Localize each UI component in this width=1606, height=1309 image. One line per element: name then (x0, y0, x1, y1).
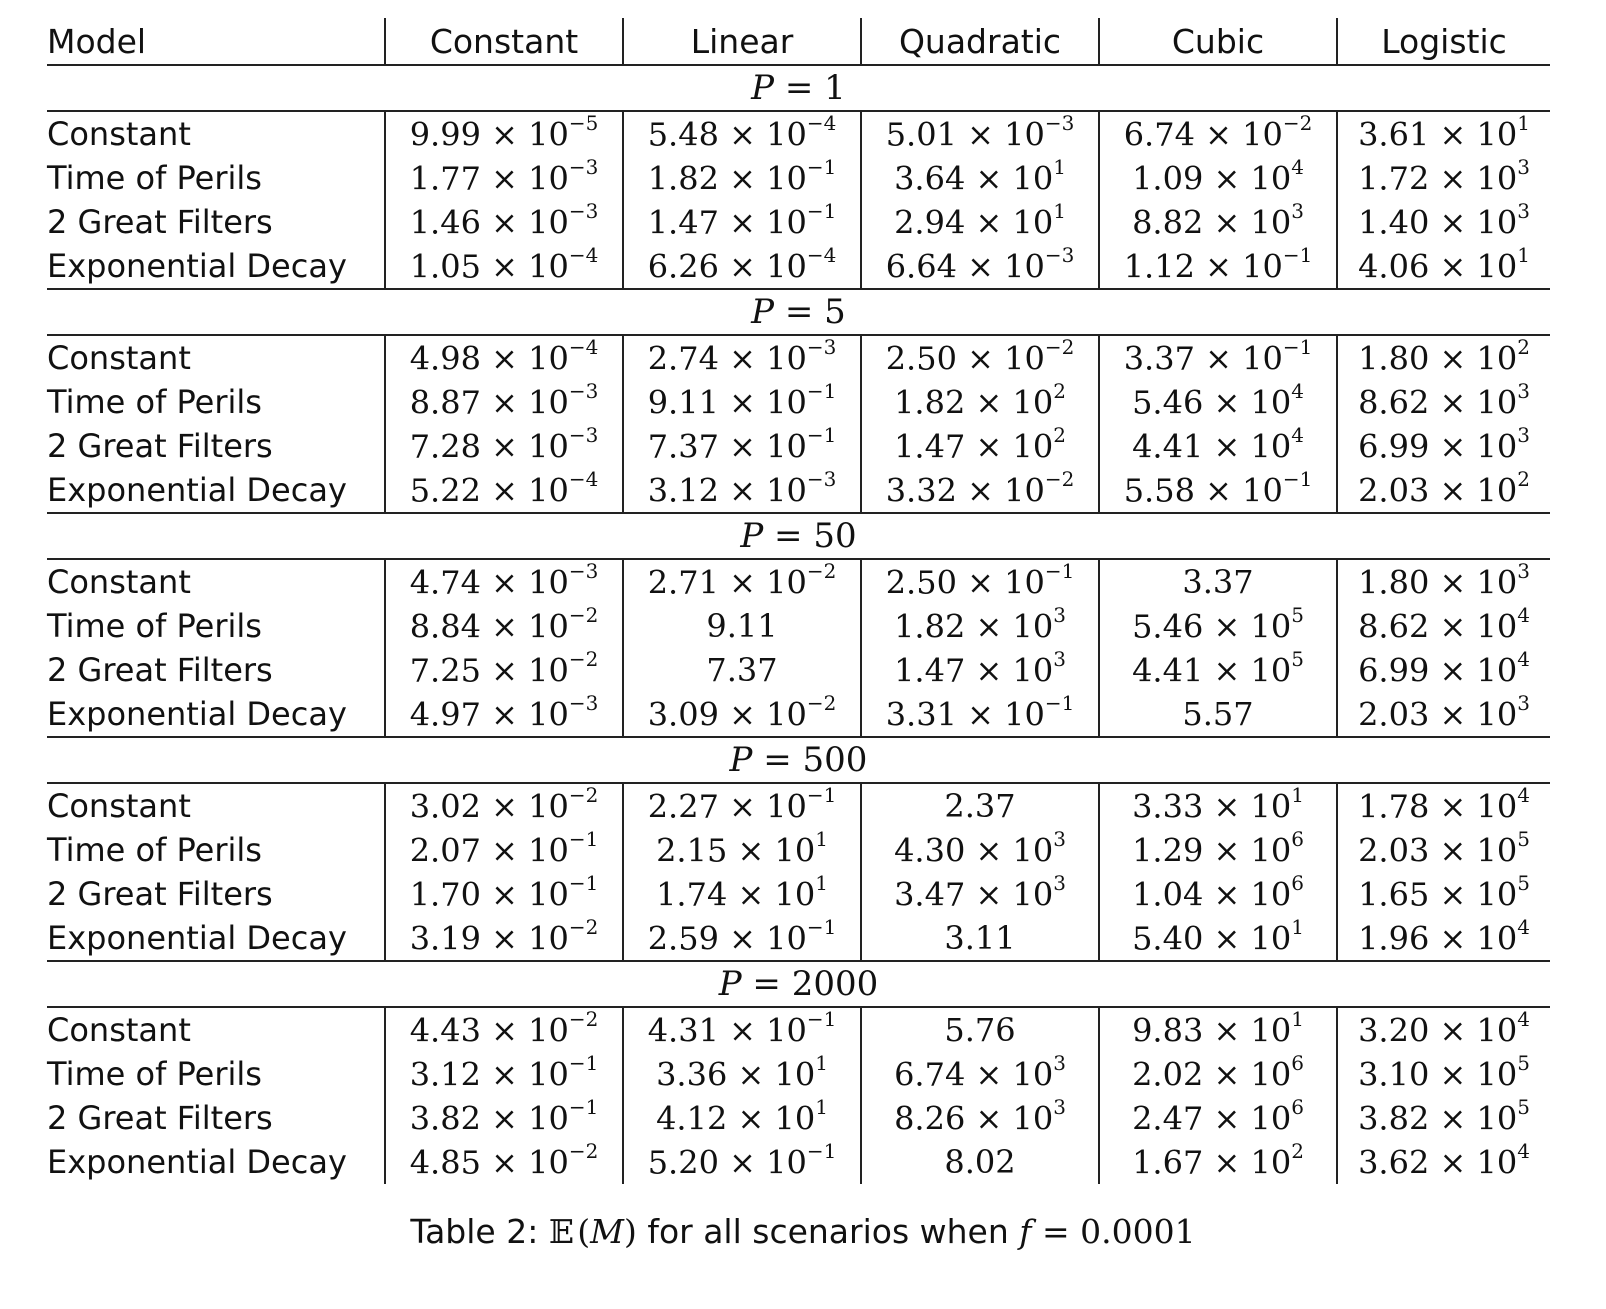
table-row (47, 872, 1550, 916)
value-cell: $9.11 \times 10^{-1}$ (623, 380, 861, 424)
model-name-cell: Constant (47, 1011, 191, 1049)
column-header-constant: Constant (385, 18, 623, 65)
value-cell: $3.09 \times 10^{-2}$ (623, 692, 861, 737)
section-header-row (47, 737, 1550, 783)
value-cell: $5.40 \times 10^1$ (1099, 916, 1337, 961)
value-cell: $3.02 \times 10^{-2}$ (385, 783, 623, 828)
value-cell: 7.37 (623, 648, 861, 692)
model-name-cell: Exponential Decay (47, 916, 385, 961)
model-name-cell: 2 Great Filters (47, 875, 273, 913)
model-name-cell: Constant (47, 787, 191, 825)
model-name-cell: Constant (47, 563, 191, 601)
caption-f-value: 0.0001 (1080, 1212, 1196, 1251)
table-row (47, 424, 1550, 468)
value-cell: $1.82 \times 10^3$ (861, 604, 1099, 648)
table-row (47, 828, 1550, 872)
model-name-cell: 2 Great Filters (47, 651, 273, 689)
value-cell: $6.26 \times 10^{-4}$ (623, 244, 861, 289)
table-row (47, 111, 1550, 156)
value-cell: 9.11 (623, 604, 861, 648)
model-name-cell: Exponential Decay (47, 692, 385, 737)
model-name-cell: Time of Perils (47, 383, 262, 421)
value-cell: $2.74 \times 10^{-3}$ (623, 335, 861, 380)
value-cell: $2.71 \times 10^{-2}$ (623, 559, 861, 604)
model-name-cell: Time of Perils (47, 607, 262, 645)
table-row (47, 1052, 1550, 1096)
value-cell: $4.43 \times 10^{-2}$ (385, 1007, 623, 1052)
table-row (47, 783, 1550, 828)
table-row (47, 1140, 1550, 1184)
value-cell: $3.12 \times 10^{-1}$ (385, 1052, 623, 1096)
value-cell: $2.03 \times 10^2$ (1337, 468, 1550, 513)
value-cell: $3.61 \times 10^1$ (1337, 111, 1550, 156)
value-cell: $1.80 \times 10^3$ (1337, 559, 1550, 604)
section-header-row (47, 289, 1550, 335)
value-cell: 3.37 (1099, 559, 1337, 604)
section-header-row (47, 961, 1550, 1007)
value-cell: $3.12 \times 10^{-3}$ (623, 468, 861, 513)
value-cell: $1.47 \times 10^{-1}$ (623, 200, 861, 244)
model-name-cell: 2 Great Filters (47, 1099, 273, 1137)
section-title: P = 1 (47, 65, 1550, 111)
value-cell: $3.31 \times 10^{-1}$ (861, 692, 1099, 737)
value-cell: $1.47 \times 10^2$ (861, 424, 1099, 468)
table-row (47, 1007, 1550, 1052)
caption-label: Table 2: (410, 1212, 539, 1251)
section-parameter-name: P (740, 516, 764, 556)
value-cell: $1.29 \times 10^6$ (1099, 828, 1337, 872)
table-row (47, 604, 1550, 648)
value-cell: $6.99 \times 10^4$ (1337, 648, 1550, 692)
value-cell: 5.57 (1099, 692, 1337, 737)
value-cell: 8.02 (861, 1140, 1099, 1184)
value-cell: $1.96 \times 10^4$ (1337, 916, 1550, 961)
value-cell: $2.50 \times 10^{-1}$ (861, 559, 1099, 604)
model-name-cell: Exponential Decay (47, 1143, 347, 1181)
value-cell: $2.15 \times 10^1$ (623, 828, 861, 872)
column-header-linear: Linear (623, 18, 861, 65)
value-cell: $4.31 \times 10^{-1}$ (623, 1007, 861, 1052)
table-row (47, 156, 1550, 200)
value-cell: $5.46 \times 10^5$ (1099, 604, 1337, 648)
value-cell: $7.28 \times 10^{-3}$ (385, 424, 623, 468)
model-name-cell: Constant (47, 339, 191, 377)
value-cell: $1.72 \times 10^3$ (1337, 156, 1550, 200)
value-cell: $6.74 \times 10^3$ (861, 1052, 1099, 1096)
column-header-logistic: Logistic (1337, 18, 1550, 65)
value-cell: $1.40 \times 10^3$ (1337, 200, 1550, 244)
section-parameter-value: 50 (813, 516, 857, 556)
value-cell: $1.65 \times 10^5$ (1337, 872, 1550, 916)
value-cell: $1.82 \times 10^{-1}$ (623, 156, 861, 200)
value-cell: $6.99 \times 10^3$ (1337, 424, 1550, 468)
value-cell: $1.77 \times 10^{-3}$ (385, 156, 623, 200)
column-header-quadratic: Quadratic (861, 18, 1099, 65)
value-cell: $5.48 \times 10^{-4}$ (623, 111, 861, 156)
value-cell: $2.03 \times 10^5$ (1337, 828, 1550, 872)
table-row (47, 244, 1550, 289)
section-parameter-value: 2000 (791, 964, 879, 1004)
section-title: P = 2000 (47, 961, 1550, 1007)
table-row (47, 692, 1550, 737)
value-cell: $3.62 \times 10^4$ (1337, 1140, 1550, 1184)
header-row (47, 18, 1550, 65)
value-cell: $2.27 \times 10^{-1}$ (623, 783, 861, 828)
table-row (47, 380, 1550, 424)
value-cell: $4.12 \times 10^1$ (623, 1096, 861, 1140)
table-caption: Table 2: 𝔼 (M) for all scenarios when f = 0.0001 (410, 1212, 1196, 1251)
value-cell: $6.64 \times 10^{-3}$ (861, 244, 1099, 289)
value-cell: $5.58 \times 10^{-1}$ (1099, 468, 1337, 513)
value-cell: $7.37 \times 10^{-1}$ (623, 424, 861, 468)
section-parameter-name: P (751, 68, 775, 108)
section-header-row (47, 513, 1550, 559)
value-cell: $1.80 \times 10^2$ (1337, 335, 1550, 380)
value-cell: $8.84 \times 10^{-2}$ (385, 604, 623, 648)
value-cell: $1.47 \times 10^3$ (861, 648, 1099, 692)
value-cell: $4.06 \times 10^1$ (1337, 244, 1550, 289)
value-cell: $3.10 \times 10^5$ (1337, 1052, 1550, 1096)
column-header-model: Model (47, 18, 385, 65)
value-cell: $4.74 \times 10^{-3}$ (385, 559, 623, 604)
model-name-cell: 2 Great Filters (47, 427, 273, 465)
caption-f-var: f (1019, 1212, 1032, 1251)
column-header-cubic: Cubic (1099, 18, 1337, 65)
value-cell: $3.47 \times 10^3$ (861, 872, 1099, 916)
value-cell: 5.76 (861, 1007, 1099, 1052)
value-cell: $4.41 \times 10^5$ (1099, 648, 1337, 692)
value-cell: $5.22 \times 10^{-4}$ (385, 468, 623, 513)
section-parameter-name: P (718, 964, 742, 1004)
value-cell: $8.62 \times 10^4$ (1337, 604, 1550, 648)
value-cell: $4.85 \times 10^{-2}$ (385, 1140, 623, 1184)
value-cell: 3.11 (861, 916, 1099, 961)
value-cell: $4.41 \times 10^4$ (1099, 424, 1337, 468)
section-title: P = 5 (47, 289, 1550, 335)
section-header-row (47, 65, 1550, 111)
value-cell: $2.59 \times 10^{-1}$ (623, 916, 861, 961)
value-cell: $3.82 \times 10^{-1}$ (385, 1096, 623, 1140)
section-title: P = 500 (47, 737, 1550, 783)
table-row (47, 468, 1550, 513)
table-row (47, 648, 1550, 692)
value-cell: $2.94 \times 10^1$ (861, 200, 1099, 244)
value-cell: $1.05 \times 10^{-4}$ (385, 244, 623, 289)
section-parameter-value: 500 (802, 740, 868, 780)
model-name-cell: Time of Perils (47, 831, 262, 869)
table-row (47, 559, 1550, 604)
value-cell: $3.19 \times 10^{-2}$ (385, 916, 623, 961)
value-cell: $9.99 \times 10^{-5}$ (385, 111, 623, 156)
section-parameter-value: 5 (824, 292, 846, 332)
value-cell: $1.70 \times 10^{-1}$ (385, 872, 623, 916)
value-cell: $4.97 \times 10^{-3}$ (385, 692, 623, 737)
section-parameter-name: P (729, 740, 753, 780)
caption-text: for all scenarios when (647, 1212, 1009, 1251)
caption-expectation-symbol: 𝔼 (548, 1212, 574, 1251)
value-cell: $8.62 \times 10^3$ (1337, 380, 1550, 424)
value-cell: $5.01 \times 10^{-3}$ (861, 111, 1099, 156)
caption-variable: M (590, 1212, 624, 1251)
value-cell: $3.20 \times 10^4$ (1337, 1007, 1550, 1052)
value-cell: $2.07 \times 10^{-1}$ (385, 828, 623, 872)
value-cell: $2.47 \times 10^6$ (1099, 1096, 1337, 1140)
model-name-cell: Time of Perils (47, 159, 262, 197)
value-cell: $4.30 \times 10^3$ (861, 828, 1099, 872)
model-name-cell: Time of Perils (47, 1055, 262, 1093)
value-cell: $4.98 \times 10^{-4}$ (385, 335, 623, 380)
model-name-cell: 2 Great Filters (47, 203, 273, 241)
value-cell: $1.09 \times 10^4$ (1099, 156, 1337, 200)
value-cell: $3.37 \times 10^{-1}$ (1099, 335, 1337, 380)
value-cell: $7.25 \times 10^{-2}$ (385, 648, 623, 692)
table-row (47, 1096, 1550, 1140)
model-name-cell: Exponential Decay (47, 468, 385, 513)
value-cell: $8.82 \times 10^3$ (1099, 200, 1337, 244)
value-cell: $9.83 \times 10^1$ (1099, 1007, 1337, 1052)
table-row (47, 200, 1550, 244)
value-cell: $5.46 \times 10^4$ (1099, 380, 1337, 424)
value-cell: $1.82 \times 10^2$ (861, 380, 1099, 424)
value-cell: $1.46 \times 10^{-3}$ (385, 200, 623, 244)
value-cell: $2.02 \times 10^6$ (1099, 1052, 1337, 1096)
value-cell: $8.26 \times 10^3$ (861, 1096, 1099, 1140)
value-cell: $5.20 \times 10^{-1}$ (623, 1140, 861, 1184)
value-cell: $2.03 \times 10^3$ (1337, 692, 1550, 737)
value-cell: 2.37 (861, 783, 1099, 828)
table-row (47, 335, 1550, 380)
value-cell: $1.67 \times 10^2$ (1099, 1140, 1337, 1184)
value-cell: $3.82 \times 10^5$ (1337, 1096, 1550, 1140)
value-cell: $3.64 \times 10^1$ (861, 156, 1099, 200)
value-cell: $1.78 \times 10^4$ (1337, 783, 1550, 828)
section-parameter-value: 1 (824, 68, 846, 108)
table-body (47, 65, 1550, 1184)
section-title: P = 50 (47, 513, 1550, 559)
value-cell: $1.12 \times 10^{-1}$ (1099, 244, 1337, 289)
table-row (47, 916, 1550, 961)
value-cell: $6.74 \times 10^{-2}$ (1099, 111, 1337, 156)
model-name-cell: Exponential Decay (47, 244, 385, 289)
value-cell: $8.87 \times 10^{-3}$ (385, 380, 623, 424)
section-parameter-name: P (751, 292, 775, 332)
value-cell: $3.36 \times 10^1$ (623, 1052, 861, 1096)
value-cell: $3.32 \times 10^{-2}$ (861, 468, 1099, 513)
value-cell: $1.74 \times 10^1$ (623, 872, 861, 916)
results-table (47, 18, 1550, 1184)
value-cell: $1.04 \times 10^6$ (1099, 872, 1337, 916)
value-cell: $3.33 \times 10^1$ (1099, 783, 1337, 828)
value-cell: $2.50 \times 10^{-2}$ (861, 335, 1099, 380)
model-name-cell: Constant (47, 115, 191, 153)
